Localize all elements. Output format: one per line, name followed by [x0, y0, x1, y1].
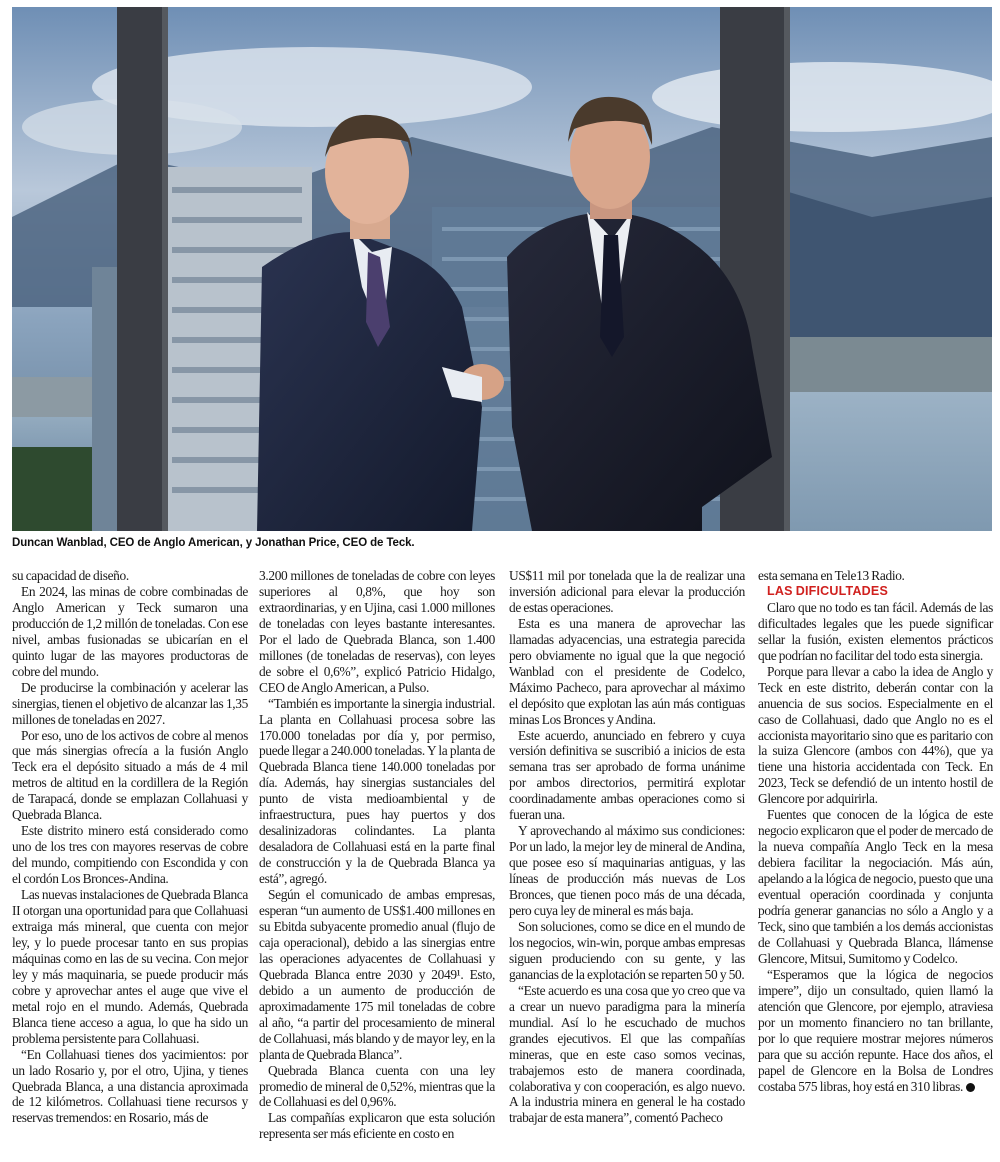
- paragraph: Las compañías explicaron que esta solución representa ser más eficiente en costo en: [259, 1110, 495, 1142]
- paragraph: “También es importante la sinergia industrial. La planta en Collahuasi procesa sobre las 170.000 toneladas por día y, por permiso, puede llegar a 240.000 toneladas. Y la planta de Quebrada Blanca tiene 140.000 toneladas por día. Además, hay sinergias sustanciales del punto de vista medioambiental y de infraestructura, pues hay puertos y dos desalinizadoras colindantes. La planta desaladora de Collahuasi está en la parte final de construcción y la de Quebrada Blanca ya está”, agregó.: [259, 695, 495, 887]
- paragraph: Este distrito minero está considerado como uno de los tres con mayores reservas de cobre del mundo, compitiendo con Escondida y con el cordón Los Bronces-Andina.: [12, 823, 248, 887]
- paragraph: En 2024, las minas de cobre combinadas de Anglo American y Teck sumaron una producción de 1,2 millón de toneladas. Con ese nivel, ambas fusionadas se ubicarían en el quinto lugar de las mayores productoras de cobre del mundo.: [12, 583, 248, 679]
- paragraph: US$11 mil por tonelada que la de realizar una inversión adicional para elevar la producción de estas operaciones.: [509, 568, 745, 615]
- paragraph: De producirse la combinación y acelerar las sinergias, tienen el objetivo de alcanzar las 1,35 millones de toneladas en 2027.: [12, 679, 248, 727]
- paragraph: Quebrada Blanca cuenta con una ley promedio de mineral de 0,52%, mientras que la de Collahuasi es del 0,96%.: [259, 1062, 495, 1110]
- end-mark-icon: [966, 1083, 975, 1092]
- paragraph-text: “Esperamos que la lógica de negocios impere”, dijo un consultado, quien llamó la atención que Glencore, por ejemplo, atraviesa por un momento financiero no tan brillante, por lo que requiere mostrar mejores números para que su acción repunte. Hace dos años, el papel de Glencore en la Bolsa de Londres costaba 575 libras, hoy está en 310 libras.: [758, 966, 993, 1094]
- paragraph: Claro que no todo es tan fácil. Además de las dificultades legales que les puede significar sellar la fusión, existen elementos prácticos que podrían no facilitar del todo esta sinergia.: [758, 599, 993, 663]
- column-4: [758, 568, 993, 1094]
- article-body: [12, 568, 992, 1158]
- paragraph: Las nuevas instalaciones de Quebrada Blanca II otorgan una oportunidad para que Collahuasi extraiga más mineral, que cuenta con mejor ley, y lo puede procesar tanto en sus propias máquinas como en las de su vecina. Con mejor ley y más maquinaria, se puede producir más cobre y aprovechar antes el auge que vive el metal rojo en el mundo. Además, Quebrada Blanca tiene acceso a agua, lo que ha sido un problema persistente para Collahuasi.: [12, 887, 248, 1046]
- paragraph: Este acuerdo, anunciado en febrero y cuya versión definitiva se suscribió a inicios de esta semana tras ser aprobado de forma unánime por ambos directorios, permitirá explotar coordinadamente ambas operaciones como si fueran una.: [509, 727, 745, 823]
- section-heading: LAS DIFICULTADES: [767, 583, 888, 598]
- paragraph: Según el comunicado de ambas empresas, esperan “un aumento de US$1.400 millones en su Ebitda subyacente promedio anual (flujo de caja operacional), debido a las sinergias entre las operaciones adyacentes de Collahuasi y Quebrada Blanca entre 2030 y 2049¹. Esto, debido a un aumento de producción de aproximadamente 175 mil toneladas de cobre al año, “a partir del procesamiento de mineral de Collahuasi, más blando y de mayor ley, en la planta de Quebrada Blanca”.: [259, 887, 495, 1062]
- column-2: [259, 568, 495, 1142]
- column-3: [509, 568, 745, 1126]
- paragraph: Porque para llevar a cabo la idea de Anglo y Teck en este distrito, deberán contar con la anuencia de sus socios. Especialmente en el caso de Collahuasi, dado que Anglo no es el accionista mayoritario sino que es paritario con la suiza Glencore (ambos con 44%), que ya tiene una historia accidentada con Teck. En 2023, Teck se defendió de un intento hostil de Glencore por adquirirla.: [758, 663, 993, 807]
- paragraph-final: [758, 967, 993, 1095]
- paragraph: 3.200 millones de toneladas de cobre con leyes superiores al 0,8%, que hoy son extraordinarias, y en Ujina, casi 1.000 millones de toneladas con leyes bastante interesantes. Por el lado de Quebrada Blanca, son 1.400 millones (de toneladas de reservas), con leyes de sobre el 0,6%”, explicó Patricio Hidalgo, CEO de Anglo American, a Pulso.: [259, 568, 495, 695]
- paragraph: Son soluciones, como se dice en el mundo de los negocios, win-win, porque ambas empresas siguen produciendo con su gente, y las ganancias de la explotación se reparten 50 y 50.: [509, 918, 745, 982]
- paragraph: “En Collahuasi tienes dos yacimientos: por un lado Rosario y, por el otro, Ujina, y tienes Quebrada Blanca, a una distancia aproximada de 12 kilómetros. Collahuasi tiene recursos y reservas tremendos: en Rosario, más de: [12, 1046, 248, 1126]
- paragraph: Por eso, uno de los activos de cobre al menos que más sinergias ofrecía a la fusión Anglo Teck era el depósito situado a más de 4 mil metros de altitud en la cordillera de la Región de Tarapacá, donde se emplazan Collahuasi y Quebrada Blanca.: [12, 727, 248, 823]
- handshake-photo-icon: [12, 7, 992, 531]
- photo-caption: Duncan Wanblad, CEO de Anglo American, y Jonathan Price, CEO de Teck.: [12, 537, 415, 549]
- column-1: [12, 568, 248, 1126]
- article-photo: [12, 7, 992, 531]
- paragraph: Fuentes que conocen de la lógica de este negocio explicaron que el poder de mercado de la nueva compañía Anglo Teck en la mesa debiera facilitar la negociación. Más aún, apelando a la lógica de negocio, puesto que una eventual operación coordinada y conjunta podría generar ganancias no sólo a Anglo y a Teck, sino que también a los demás accionistas de Collahuasi y Quebrada Blanca, llámense Glencore, Mitsui, Sumitomo y Codelco.: [758, 807, 993, 966]
- paragraph: su capacidad de diseño.: [12, 568, 129, 583]
- paragraph: Esta es una manera de aprovechar las llamadas adyacencias, una estrategia parecida pero obviamente no igual que la que negoció Wanblad con el presidente de Codelco, Máximo Pacheco, para aprovechar al máximo el depósito que explotan las aún más contiguas minas Los Bronces y Andina.: [509, 615, 745, 727]
- paragraph: Y aprovechando al máximo sus condiciones: Por un lado, la mejor ley de mineral de Andina, que posee eso sí maquinarias antiguas, y las líneas de producción más nuevas de Los Bronces, que tienen poco más de una década, pero cuya ley de mineral es más baja.: [509, 823, 745, 919]
- paragraph: “Este acuerdo es una cosa que yo creo que va a crear un nuevo paradigma para la minería mundial. Así lo he escuchado de muchos grandes ejecutivos. El que las compañías mineras, que en este caso somos vecinas, trabajemos esto de manera coordinada, colaborativa y con cooperación, es algo nuevo. A la industria minera en general le ha costado trabajar de esta manera”, comentó Pacheco: [509, 982, 745, 1126]
- paragraph: esta semana en Tele13 Radio.: [758, 568, 905, 583]
